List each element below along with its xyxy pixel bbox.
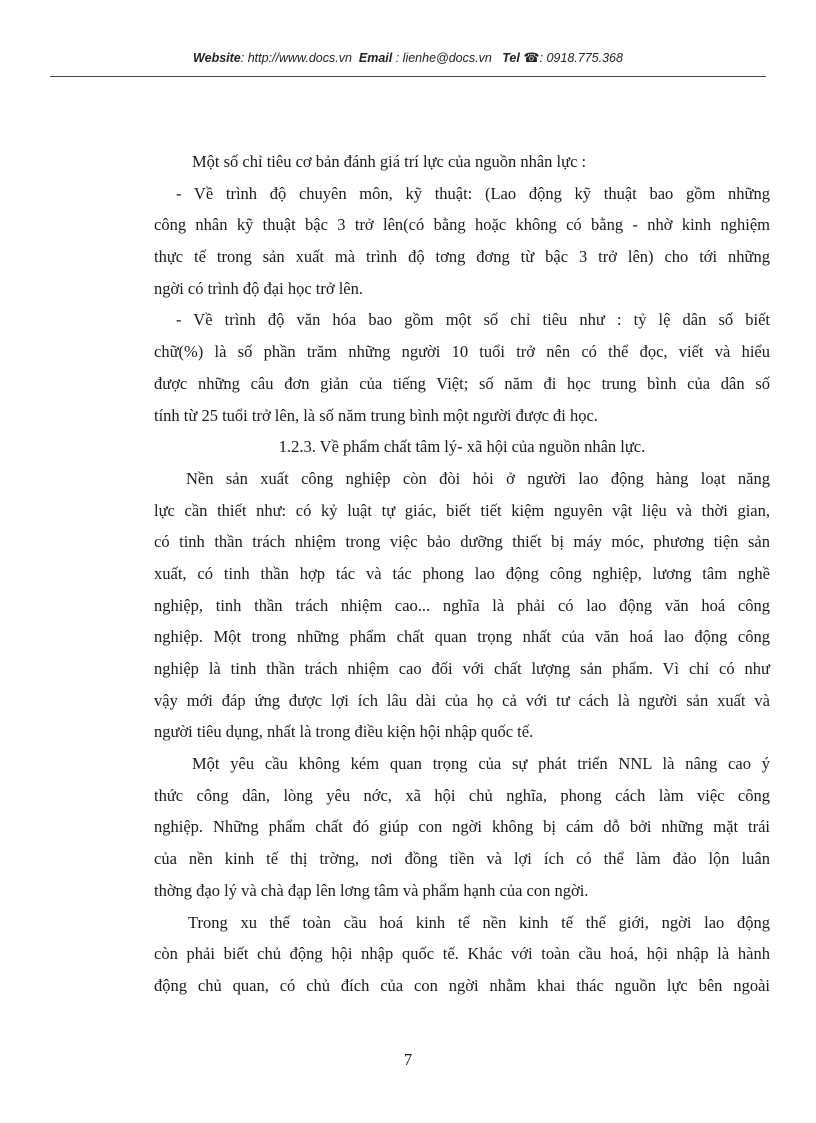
text-line: còn phải biết chủ động hội nhập quốc tế. Khác với toàn cầu hoá, hội nhập là hành (154, 944, 770, 964)
website-url: : http://www.docs.vn (240, 51, 352, 65)
tel-label: Tel (502, 51, 520, 65)
page-number: 7 (403, 1050, 413, 1069)
text-line: người tiêu dụng, nhất là trong điều kiện hội nhập quốc tế. (154, 722, 534, 742)
text-line: thức công dân, lòng yêu nớc, xã hội chủ nghĩa, phong cách làm việc công (154, 785, 770, 805)
text-line: - Về trình độ văn hóa bao gồm một số chỉ tiêu như : tỷ lệ dân số biết (176, 310, 770, 330)
text-line: vậy mới đáp ứng được lợi ích lâu dài của họ cả với tư cách là người sản xuất và (154, 690, 770, 710)
section-heading: 1.2.3. Về phẩm chất tâm lý- xã hội của nguồn nhân lực. (278, 437, 646, 457)
text-line: xuất, có tinh thần hợp tác và tác phong lao động công nghiệp, lương tâm nghề (154, 563, 770, 583)
text-line: Một yêu cầu không kém quan trọng của sự phát triển NNL là nâng cao ý (192, 754, 770, 774)
text-line: thờng đạo lý và chà đạp lên lơng tâm và phẩm hạnh của con ngời. (154, 880, 589, 900)
text-line: có tinh thần trách nhiệm trong việc bảo dưỡng thiết bị máy móc, phương tiện sản (154, 532, 770, 552)
text-line: nghiệp, tinh thần trách nhiệm cao... nghĩa là phải có lao động văn hoá công (154, 595, 770, 615)
text-line: công nhân kỹ thuật bậc 3 trở lên(có bằng hoặc không có bằng - nhờ kinh nghiệm (154, 215, 770, 235)
text-line: Một số chỉ tiêu cơ bản đánh giá trí lực của nguồn nhân lực : (192, 152, 587, 171)
text-line: của nền kinh tế thị trờng, nơi đồng tiền và lợi ích có thể làm đảo lộn luân (154, 849, 770, 869)
website-label: Website (193, 51, 241, 65)
header-divider (50, 76, 766, 77)
email-address: : lienhe@docs.vn (395, 51, 492, 65)
page-header (0, 50, 816, 66)
text-line: động chủ quan, có chủ đích của con ngời nhằm khai thác nguồn lực bên ngoài (154, 975, 770, 995)
text-line: lực cần thiết như: có kỷ luật tự giác, biết tiết kiệm nguyên vật liệu và thời gian, (154, 500, 770, 520)
text-line: tính từ 25 tuổi trở lên, là số năm trung bình một người được đi học. (154, 405, 598, 425)
text-line: nghiệp là tinh thần trách nhiệm cao đối với chất lượng sản phẩm. Vì chỉ có như (154, 659, 770, 678)
text-line: thực tế trong sản xuất mà trình độ tơng đơng từ bậc 3 trở lên) cho tới những (154, 247, 770, 267)
text-line: nghiệp. Một trong những phẩm chất quan trọng nhất của văn hoá lao động công (154, 627, 770, 647)
text-line: Nền sản xuất công nghiệp còn đòi hỏi ở người lao động hàng loạt năng (186, 468, 770, 488)
document-body (154, 146, 770, 1002)
phone-icon: ☎ (523, 50, 540, 65)
text-line: - Về trình độ chuyên môn, kỹ thuật: (Lao động kỹ thuật bao gồm những (176, 183, 770, 203)
text-line: nghiệp. Những phẩm chất đó giúp con ngời không bị cám dỗ bởi những mặt trái (154, 817, 770, 837)
text-line: được những câu đơn giản của tiếng Việt; số năm đi học trung bình của dân số (154, 373, 770, 393)
text-line: ngời có trình độ đại học trở lên. (154, 278, 363, 298)
text-line: chữ(%) là số phần trăm những người 10 tuổi trở nên có thể đọc, viết và hiểu (154, 342, 770, 362)
tel-number: : 0918.775.368 (539, 51, 623, 65)
email-label: Email (358, 51, 393, 65)
text-line: Trong xu thế toàn cầu hoá kinh tế nền kinh tế thế giới, ngời lao động (188, 912, 770, 932)
